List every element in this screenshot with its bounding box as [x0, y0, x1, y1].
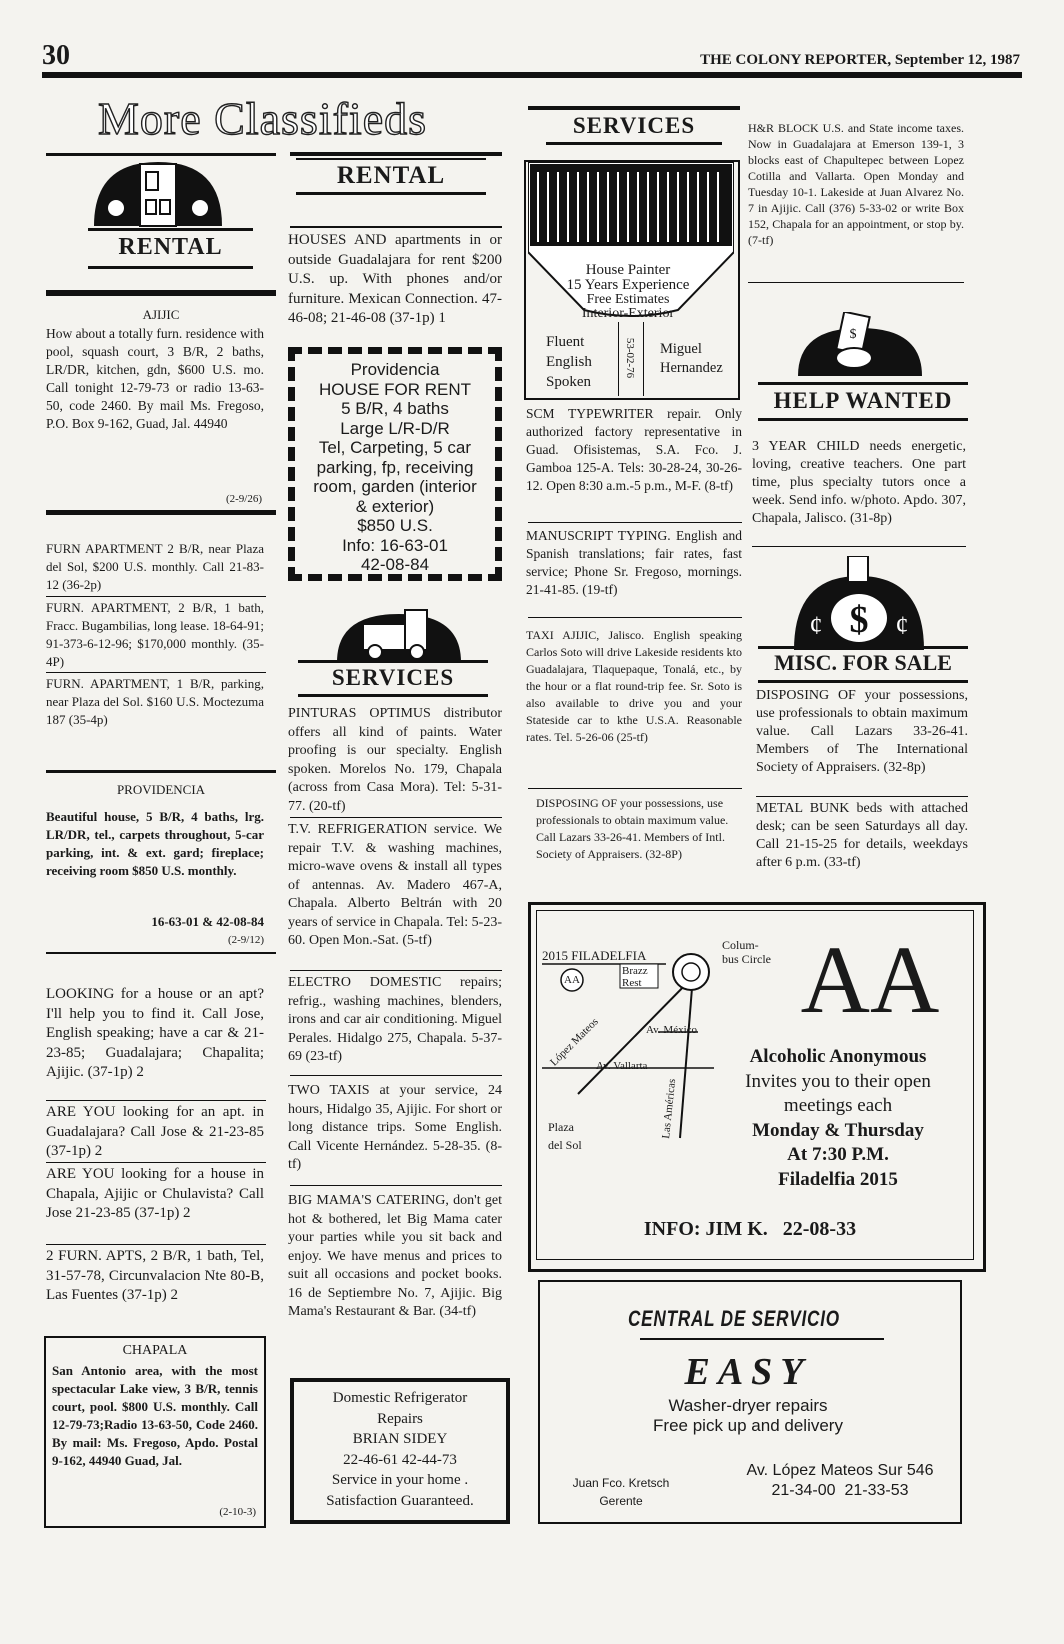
furn-apartment-ad-3: FURN. APARTMENT, 1 B/R, parking, near Plaza del Sol. $160 U.S. Moctezuma 187 (35-4p)	[46, 676, 264, 727]
rule	[88, 266, 253, 269]
rule	[748, 282, 964, 283]
map-las-americas: Las Américas	[660, 1078, 679, 1140]
rule	[46, 770, 276, 773]
rule	[298, 660, 488, 663]
easy-manager-title: Gerente	[599, 1494, 643, 1508]
rental-heading-1: RENTAL	[118, 234, 223, 260]
box-line: Service in your home .	[331, 1472, 469, 1488]
are-you-ad-1: ARE YOU looking for an apt. in Guadalajara? Call Jose & 21-23-85 (37-1p) 2	[46, 1104, 264, 1159]
aa-line: Invites you to their open	[745, 1070, 931, 1092]
box-line: $850 U.S.	[357, 516, 433, 535]
painter-line-3: Free Estimates	[586, 292, 670, 307]
map-aa-marker: AA	[564, 974, 580, 986]
refrigerator-repairs-text	[294, 1388, 506, 1511]
chapala-title: CHAPALA	[122, 1343, 188, 1358]
services-heading-2: SERVICES	[572, 113, 696, 138]
rule	[290, 226, 502, 228]
disposing-ad-2: DISPOSING OF your possessions, use professionals to obtain maximum value. Call Lazars 33-26-41. Members of The International Society of Appraisers. (32-8p)	[756, 688, 968, 775]
providencia-house-text	[300, 360, 490, 575]
map-av-mexico: Av. México	[646, 1024, 698, 1036]
section-title: More Classifieds	[98, 93, 428, 144]
aa-line: Filadelfia 2015	[778, 1168, 898, 1190]
box-line: HOUSE FOR RENT	[318, 379, 472, 399]
fluent-english: Fluent English Spoken	[546, 334, 592, 390]
ajijic-tag: (2-9/26)	[225, 493, 262, 505]
rule	[643, 322, 644, 396]
rule	[758, 418, 968, 421]
house-door-icon	[92, 158, 224, 228]
rule	[46, 1244, 266, 1245]
rule	[758, 646, 968, 649]
painter-line-4: Interior-Exterior	[581, 306, 675, 321]
scm-typewriter-ad: SCM TYPEWRITER repair. Only authorized factory representative in Guad. Ofisistemas, S.A. Fco. J. Gamboa 125-A. Tels: 30-28-24, 30-26-12. Open 8:30 a.m.-5 p.m., M-F. (8-tf)	[526, 406, 742, 493]
easy-central-title: CENTRAL DE SERVICIO	[628, 1306, 840, 1331]
two-furn-apts-ad: 2 FURN. APTS, 2 B/R, 1 bath, Tel, 31-57-78, Circunvalacion Nte 80-B, Las Fuentes (37-1p) 2	[46, 1248, 264, 1303]
rule	[752, 546, 966, 547]
service-truck-icon	[335, 602, 463, 664]
rule	[46, 510, 276, 515]
rule	[46, 596, 266, 597]
box-line: & exterior)	[355, 496, 435, 516]
rule	[290, 817, 502, 818]
providencia-phones: 16-63-01 & 42-08-84	[151, 914, 264, 929]
furn-apartment-ad-2: FURN. APARTMENT, 2 B/R, 1 bath, Fracc. Bugambilias, long lease. 18-64-91; 91-373-6-12-96; $170,000 monthly. (35-4P)	[46, 600, 264, 669]
rule	[296, 158, 486, 160]
rule	[46, 672, 266, 673]
rule	[290, 970, 502, 971]
child-teachers-ad: 3 YEAR CHILD needs energetic, loving, creative teachers. One part time, plus specialty tutors once a week. Send info. w/photo. Apdo. 307, Chapala, Jalisco. (31-8p)	[752, 439, 966, 526]
svg-text:$: $	[849, 599, 869, 641]
map-brazz-rest: Brazz Rest	[622, 965, 648, 989]
painter-line-1: House Painter	[585, 262, 671, 278]
manuscript-typing-ad: MANUSCRIPT TYPING. English and Spanish translations; fair rates, fast service; Phone Sr. Fregoso, mornings. 21-41-85. (19-tf)	[526, 528, 742, 597]
chapala-tag: (2-10-3)	[219, 1506, 256, 1518]
rule	[618, 322, 619, 396]
rule	[46, 153, 276, 156]
rule	[528, 788, 742, 789]
rule	[298, 694, 488, 697]
rule	[528, 106, 740, 110]
masthead: THE COLONY REPORTER, September 12, 1987	[700, 52, 1020, 68]
easy-manager: Juan Fco. Kretsch	[572, 1476, 670, 1490]
painter-line-2: 15 Years Experience	[566, 277, 690, 293]
rule	[528, 617, 742, 618]
pinturas-ad: PINTURAS OPTIMUS distributor offers all kind of paints. Water proofing is our specialty. English spoken. Morelos No. 179, Chapala (across from Casa Mora). Tel: 5-31-77. (20-tf)	[288, 706, 502, 814]
box-line: Providencia	[350, 360, 440, 379]
map-street-filadelfia: 2015 FILADELFIA	[542, 948, 647, 963]
furn-apartment-ad-1: FURN APARTMENT 2 B/R, near Plaza del Sol, $200 U.S. monthly. Call 21-83-12 (36-2p)	[46, 541, 264, 592]
rule	[46, 1100, 266, 1101]
aa-meeting-text	[728, 1045, 948, 1192]
rule	[88, 228, 253, 231]
rule	[46, 290, 276, 296]
rule	[290, 1075, 502, 1076]
box-line: Domestic Refrigerator	[332, 1390, 468, 1406]
map-lopez-mateos: López Mateos	[548, 1015, 601, 1069]
box-line: Tel, Carpeting, 5 car	[318, 438, 472, 457]
houses-ad: HOUSES AND apartments in or outside Guadalajara for rent $200 U.S. up. With phones and/or furniture. Mexican Connection. 47-46-08; 21-46-08 (37-1p) 1	[288, 232, 502, 326]
rule	[756, 796, 968, 797]
rule	[290, 1185, 502, 1186]
electro-domestic-ad: ELECTRO DOMESTIC repairs; refrig., washing machines, blenders, irons and car air conditioning. Miguel Perales. Hidalgo 275, Chapala. 5-37-69 (23-tf)	[288, 975, 502, 1064]
easy-line-2: Free pick up and delivery	[653, 1416, 843, 1435]
svg-text:¢: ¢	[895, 611, 909, 640]
box-line: Info: 16-63-01	[342, 535, 448, 555]
page-number: 30	[42, 40, 70, 71]
box-line: 42-08-84	[360, 555, 430, 574]
aa-info: INFO: JIM K. 22-08-33	[643, 1218, 857, 1240]
providencia-ad: Beautiful house, 5 B/R, 4 baths, lrg. LR/DR, tel., carpets throughout, 5-car parking, int. & ext. gard; fireplace; receiving room $850 U.S. monthly.	[46, 809, 264, 878]
aa-line: At 7:30 P.M.	[787, 1144, 889, 1165]
easy-line-1: Washer-dryer repairs	[668, 1396, 828, 1415]
rule	[758, 680, 968, 683]
metal-bunk-ad: METAL BUNK beds with attached desk; can be seen Saturdays all day. Call 21-15-25 for details, weekdays after 6 p.m. (33-tf)	[756, 801, 968, 870]
easy-address: Av. López Mateos Sur 546	[746, 1462, 934, 1479]
box-line: Large L/R-D/R	[340, 418, 450, 438]
header-rule	[42, 72, 1022, 78]
rule	[290, 152, 502, 156]
svg-text:¢: ¢	[809, 611, 823, 640]
rule	[46, 952, 276, 954]
map-columbus-circle: Colum-bus Circle	[722, 938, 771, 966]
taxi-ajijic-ad: TAXI AJIJIC, Jalisco. English speaking Carlos Soto will drive Lakeside residents kto Guadalajara, Tlaquepaque, Tonalá, etc., by the hour or a flat round-trip fee. Sr. Soto is also available to drive you and your Stateside car to kthe U.S.A. Reasonable rates. Tel. 5-26-06 (25-tf)	[526, 628, 742, 744]
box-line: 22-46-61 42-44-73	[343, 1451, 457, 1468]
providencia-title: PROVIDENCIA	[116, 782, 206, 797]
aa-line: meetings each	[783, 1095, 893, 1116]
box-line: room, garden (interior	[313, 477, 477, 496]
box-line: 5 B/R, 4 baths	[341, 399, 449, 418]
aa-line: Alcoholic Anonymous	[749, 1046, 927, 1067]
rule	[758, 382, 968, 385]
two-taxis-ad: TWO TAXIS at your service, 24 hours, Hidalgo 35, Ajijic. For short or long distance trips. Some English. Call Vicente Hernández. 5-28-35. (8-tf)	[288, 1083, 502, 1172]
svg-text:$: $	[849, 327, 857, 342]
dollar-bag-icon	[792, 556, 926, 652]
money-hand-icon	[796, 312, 924, 378]
big-mamas-ad: BIG MAMA'S CATERING, don't get hot & bothered, let Big Mama cater your parties while you sit back and enjoy. We have menus and prices to suit all occasions and pocket books. 16 de Septiembre No. 7, Ajijic. Big Mama's Restaurant & Bar. (34-tf)	[288, 1193, 502, 1319]
aa-line: Monday & Thursday	[752, 1119, 924, 1141]
aa-big-logo: AA	[800, 926, 940, 1033]
chapala-ad: San Antonio area, with the most spectacular Lake view, 3 B/R, tennis court, pool. $800 U.S. monthly. Call 12-79-73;Radio 13-63-50, Code 2460. By mail: Ms. Fregoso, Apdo. Postal 9-162, 44940 Guad, Jal.	[52, 1363, 258, 1468]
box-line: Satisfaction Guaranteed.	[326, 1492, 474, 1509]
are-you-ad-2: ARE YOU looking for a house in Chapala, Ajijic or Chulavista? Call Jose 21-23-85 (37-1p) 2	[46, 1166, 264, 1221]
hr-block-ad: H&R BLOCK U.S. and State income taxes. Now in Guadalajara at Emerson 139-1, 3 blocks east of Chapultepec between Lopez Cotilla and Vallarta. Open Monday and Tuesday 10-1. Lakeside at Juan Alvarez No. 7 in Ajijic. Call (376) 5-33-02 or write Box 152, Chapala for an appointment, or stop by. (7-tf)	[748, 121, 964, 247]
box-line: BRIAN SIDEY	[352, 1431, 448, 1447]
map-av-vallarta: Av. Vallarta	[596, 1060, 648, 1072]
disposing-ad-1: DISPOSING OF your possessions, use professionals to obtain maximum value. Call Lazars 33-26-41. Members of Intl. Society of Appraisers. (32-8P)	[536, 796, 729, 861]
easy-brand: EASY	[684, 1351, 812, 1393]
easy-phones: 21-34-00 21-33-53	[771, 1482, 909, 1499]
rule	[640, 1338, 884, 1340]
services-heading-1: SERVICES	[331, 665, 455, 690]
painter-name: Miguel Hernandez	[660, 341, 723, 376]
tv-refrigeration-ad: T.V. REFRIGERATION service. We repair T.V. & washing machines, micro-wave ovens & install all types of antennas. Av. Madero 467-A, Chapala. Alberto Beltrán with 20 years of service in Chapala. Tel: 5-23-60. Open Mon.-Sat. (5-tf)	[288, 822, 502, 948]
rental-heading-2: RENTAL	[336, 162, 446, 189]
ajijic-title: AJIJIC	[142, 307, 180, 322]
looking-ad: LOOKING for a house or an apt? I'll help you to find it. Call Jose, English speaking; have a car & 21-23-85; Guadalajara; Chapalita; Ajijic. (37-1p) 2	[46, 986, 264, 1080]
misc-for-sale-heading: MISC. FOR SALE	[774, 650, 952, 675]
rule	[46, 1162, 266, 1163]
box-line: parking, fp, receiving	[316, 457, 474, 477]
help-wanted-heading: HELP WANTED	[773, 388, 953, 413]
rule	[546, 142, 722, 145]
box-line: Repairs	[377, 1410, 423, 1427]
providencia-tag: (2-9/12)	[227, 934, 264, 946]
rule	[528, 522, 742, 523]
map-plaza-del-sol: Plaza del Sol	[548, 1120, 582, 1152]
painter-phone: 53-02-76	[624, 337, 636, 379]
rule	[296, 192, 486, 195]
ajijic-ad: How about a totally furn. residence with pool, squash court, 3 B/R, 2 baths, LR/DR, kitchen, gdn, $600 U.S. mo. Call tonight 12-79-73 or radio 13-63-50, code 2460. By mail Ms. Fregoso, P.O. Box 9-162, Guad, Jal. 44940	[46, 326, 264, 431]
